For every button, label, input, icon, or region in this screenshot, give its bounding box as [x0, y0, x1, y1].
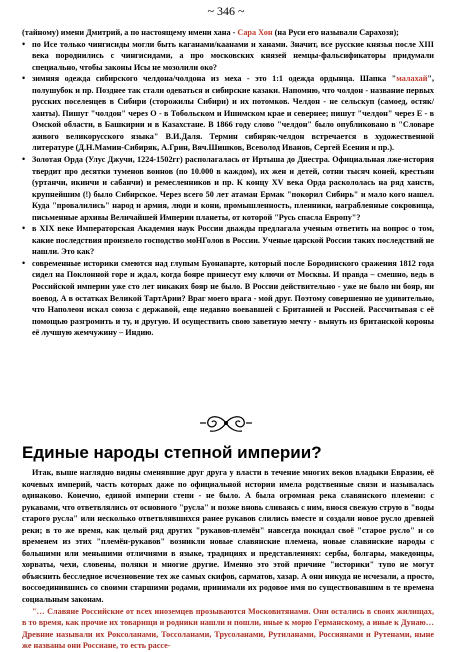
- upper-text-block: [22, 27, 434, 339]
- bullet-icon: •: [22, 154, 26, 165]
- bullet-item: [22, 258, 434, 339]
- bullet-text: современные историки смеются над глупым Буонапарте, который после Бородинского сражения 1812 года сидел на Поклонной горе и ждал, когда бояре принесут ему ключи от Москвы. И правда – смешно, ведь в Российской империи уже сто лет никаких бояр не было. В России действительно - уже не было ни бояр, ни воевод. А в остатках Великой ТартАрии? Враг моего врага - мой друг. Поэтому совершенно не удивительно, что Наполеон искал союза с державой, еще недавно воевавшей с Британией и Россией. Рассчитывая с её помощью разгромить и ту, и другую. И осуществить свою заветную мечту - вынуть из британской короны её лучшую жемчужину – Индию.: [32, 258, 434, 338]
- ornament-divider-icon: [198, 412, 254, 434]
- bullet-item: [22, 154, 434, 223]
- bullet-text: в XIX веке Императорская Академия наук России дважды предлагала ученым ответить на вопрос о том, какие последствия произвело господство моНГолов в России. Ученые царской России таких последствий не нашли. Это как?: [32, 224, 434, 257]
- lower-text-block: [22, 467, 434, 652]
- bullet-highlight: малахай: [396, 74, 428, 84]
- bullet-icon: •: [22, 223, 26, 234]
- bullet-icon: •: [22, 257, 26, 268]
- intro-text-end: (на Руси его называли Сарахозя);: [272, 28, 399, 37]
- bullet-text: Золотая Орда (Улус Джучи, 1224-1502гг) располагалась от Иртыша до Днестра. Официальная лже-история твердит про десятки туменов воинов (по 10.000 в каждом), их жен и детей, сотни тысяч коней, крестьян (уртанчи, икинчи и сабанчи) и ремесленников и пр. К концу XV века Орда раскололась на ряд ханств, крупнейшим (!) было Сибирское. Через всего 50 лет атаман Ермак "покорил Сибирь" и мало кого нашел. Куда "провалились" народ и армия, люди и кони, промышленность, пленники, награбленные сокровища, письменные архивы Величайшей Империи планеты, от которой "Русь спасла Европу"?: [32, 155, 434, 222]
- intro-highlight: Сара Хон: [237, 28, 273, 37]
- quote-paragraph: "… Славяне Российские от всех иноземцев прозываются Московитянами. Они остались в своих жилищах, в то время, как прочие их товарищи и родники нашли и пошли, иные к морю Германскому, а иные к Дунаю… Древние называли их Роксоланами, Тоссоланами, Трусоланами, Рутиланами, Россиянами и Рутенами, ныне же названы они Россиане, то есть рассе-: [22, 606, 434, 651]
- bullet-item: [22, 73, 434, 154]
- bullet-icon: •: [22, 73, 26, 84]
- section-heading: Единые народы степной империи?: [22, 443, 322, 462]
- intro-text: (тайному) имени Дмитрий, а по настоящему имени хана -: [22, 28, 238, 37]
- bullet-item: [22, 39, 434, 74]
- bullet-item: [22, 223, 434, 258]
- bullet-list: [22, 39, 434, 339]
- intro-paragraph: [22, 27, 434, 39]
- bullet-icon: •: [22, 38, 26, 49]
- body-paragraph: Итак, выше наглядно видны сменявшие друг друга у власти в течение многих веков владыки Евразии, её кочевых империй, часть которых даже по официальной истории имела родственные связи и называлась одинаково. Конечно, единой империи степи - не было. А была огромная река славянского племени: с рукавами, что ответвлялись от основного "русла" и позже вновь сливаясь с ним, внося свежую струю в "воды старого русла" или несколько ответвлявшихся ранее рукавов слились вместе и создали новое русло древней реки; в то же время, как целый ряд других "рукавов-племён" навсегда покидал своё "старое русло" и со временем из этих "племён-рукавов" возникли новые славянские племена, новые славянские народы с большими или меньшими отличиями в языке, традициях и представлениях: сербы, болгары, македонцы, хорваты, чехи, словены, поляки и многие другие. Именно это этой причине "историки" тупо не могут объяснить бесследное исчезновение тех же самых скифов, сарматов, хазар. А они никуда не исчезали, а просто, воссоединившись со своими старшими родами, принимали их родовое имя по существовавшим в те времена социальным законам.: [22, 468, 434, 605]
- bullet-text: зимняя одежда сибирского челдона/чолдона из меха - это 1:1 одежда ордынца. Шапка ": [32, 74, 397, 84]
- bullet-text: по Исе только чингисиды могли быть каганами/каанами и ханами. Значит, все русские князья после XIII века породнились с чингисидами, а про московских князей немцы-фальсификаторы придумали специально, чтобы законы Исы не мозолили око?: [32, 39, 434, 72]
- bullet-text-end: ", полушубок и пр. Позднее так стали одеваться и сибирские казаки. Напомню, что чолдон - название первых русских поселенцев в Сибири (сторожилы Сибири) и их потомков. Челдон - не сельскуп (самоед, остяк/ханты). Пишут "чолдон" через О - в Тобольском и Ишимском крае и севернее; пишут "челдон" через Е - в Омской области, в Башкирии и в Казахстане. В 1866 году слово "челдон" было опубликовано в "Словаре живого великорусского языка" В.И.Даля. Термин сибиряк-челдон встречается в художественной литературе (Д.Н.Мамин-Сибиряк, А.Грин, Вяч.Шишков, Всеволод Иванов, Сергей Есенин и пр.).: [32, 74, 434, 153]
- page-number: ~ 346 ~: [207, 4, 245, 18]
